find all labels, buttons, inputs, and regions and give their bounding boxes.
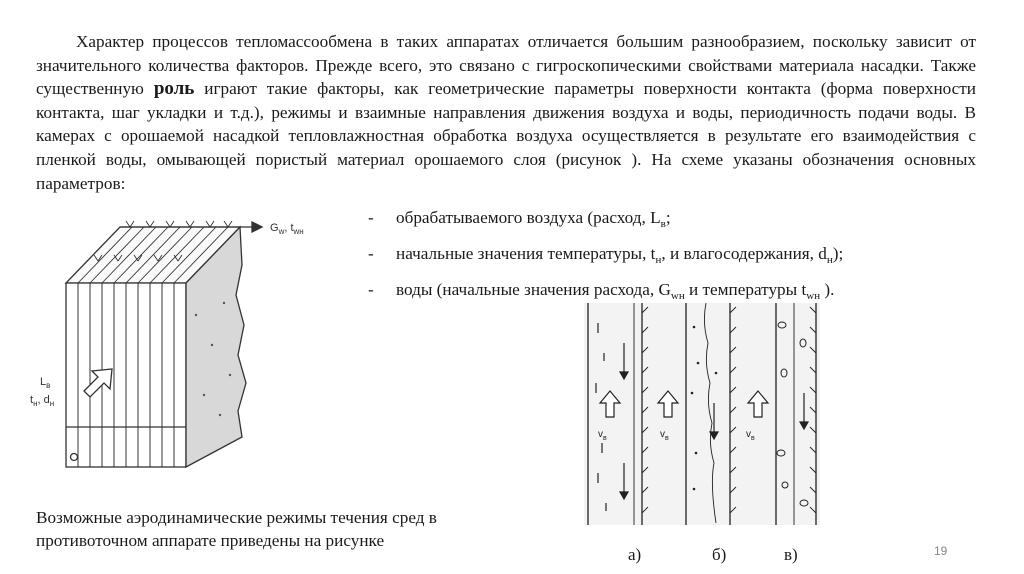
list-item: - начальные значения температуры, $t_н$, и влагосодержания, $d_н$); bbox=[368, 244, 844, 266]
packing-diagram bbox=[0, 205, 350, 477]
bold-word: роль bbox=[153, 78, 195, 100]
label-a: а) bbox=[628, 545, 642, 564]
label-c: в) bbox=[784, 545, 798, 564]
svg-text:vв: $v_в$ bbox=[598, 429, 607, 442]
svg-text:Gw, twн: $G_w$, $t_{wн}$ bbox=[270, 222, 304, 236]
svg-text:vв: $v_в$ bbox=[746, 429, 755, 442]
parameter-list bbox=[368, 208, 988, 316]
svg-text:vв: $v_в$ bbox=[660, 429, 669, 442]
list-item: - обрабатываемого воздуха (расход, $L_в$; bbox=[368, 208, 671, 230]
svg-text:tн, dн: $t_н$, $d_н$ bbox=[30, 394, 55, 408]
main-paragraph: Характер процессов тепломассообмена в таких аппаратах отличается большим разнообразием, поскольку зависит от значительного количества факторов. Прежде всего, это связано с гигроскопическими свойствами материала насадки. Также существенную роль играют такие факторы, как геометрические параметры поверхности контакта (форма поверхности контакта, шаг укладки и т.д.), режимы и взаимные направления движения воздуха и воды, периодичность подачи воды. В камерах с орошаемой насадкой тепловлажностная обработка воздуха осуществляется в результате его взаимодействия с пленкой воды, омывающей пористый материал орошаемого слоя (рисунок ). На схеме указаны обозначения основных параметров: bbox=[36, 32, 977, 193]
figure-caption: Возможные аэродинамические режимы течения сред в противоточном аппарате приведены на рисунке bbox=[36, 508, 437, 550]
list-item: - воды (начальные значения расхода, $G_{wн}$ и температуры $t_{wн}$ ). bbox=[368, 280, 835, 302]
page-number: 19 bbox=[934, 544, 948, 558]
flow-regimes-diagram bbox=[584, 303, 820, 525]
label-b: б) bbox=[712, 545, 727, 564]
svg-text:Lв: $L_в$ bbox=[40, 376, 51, 390]
